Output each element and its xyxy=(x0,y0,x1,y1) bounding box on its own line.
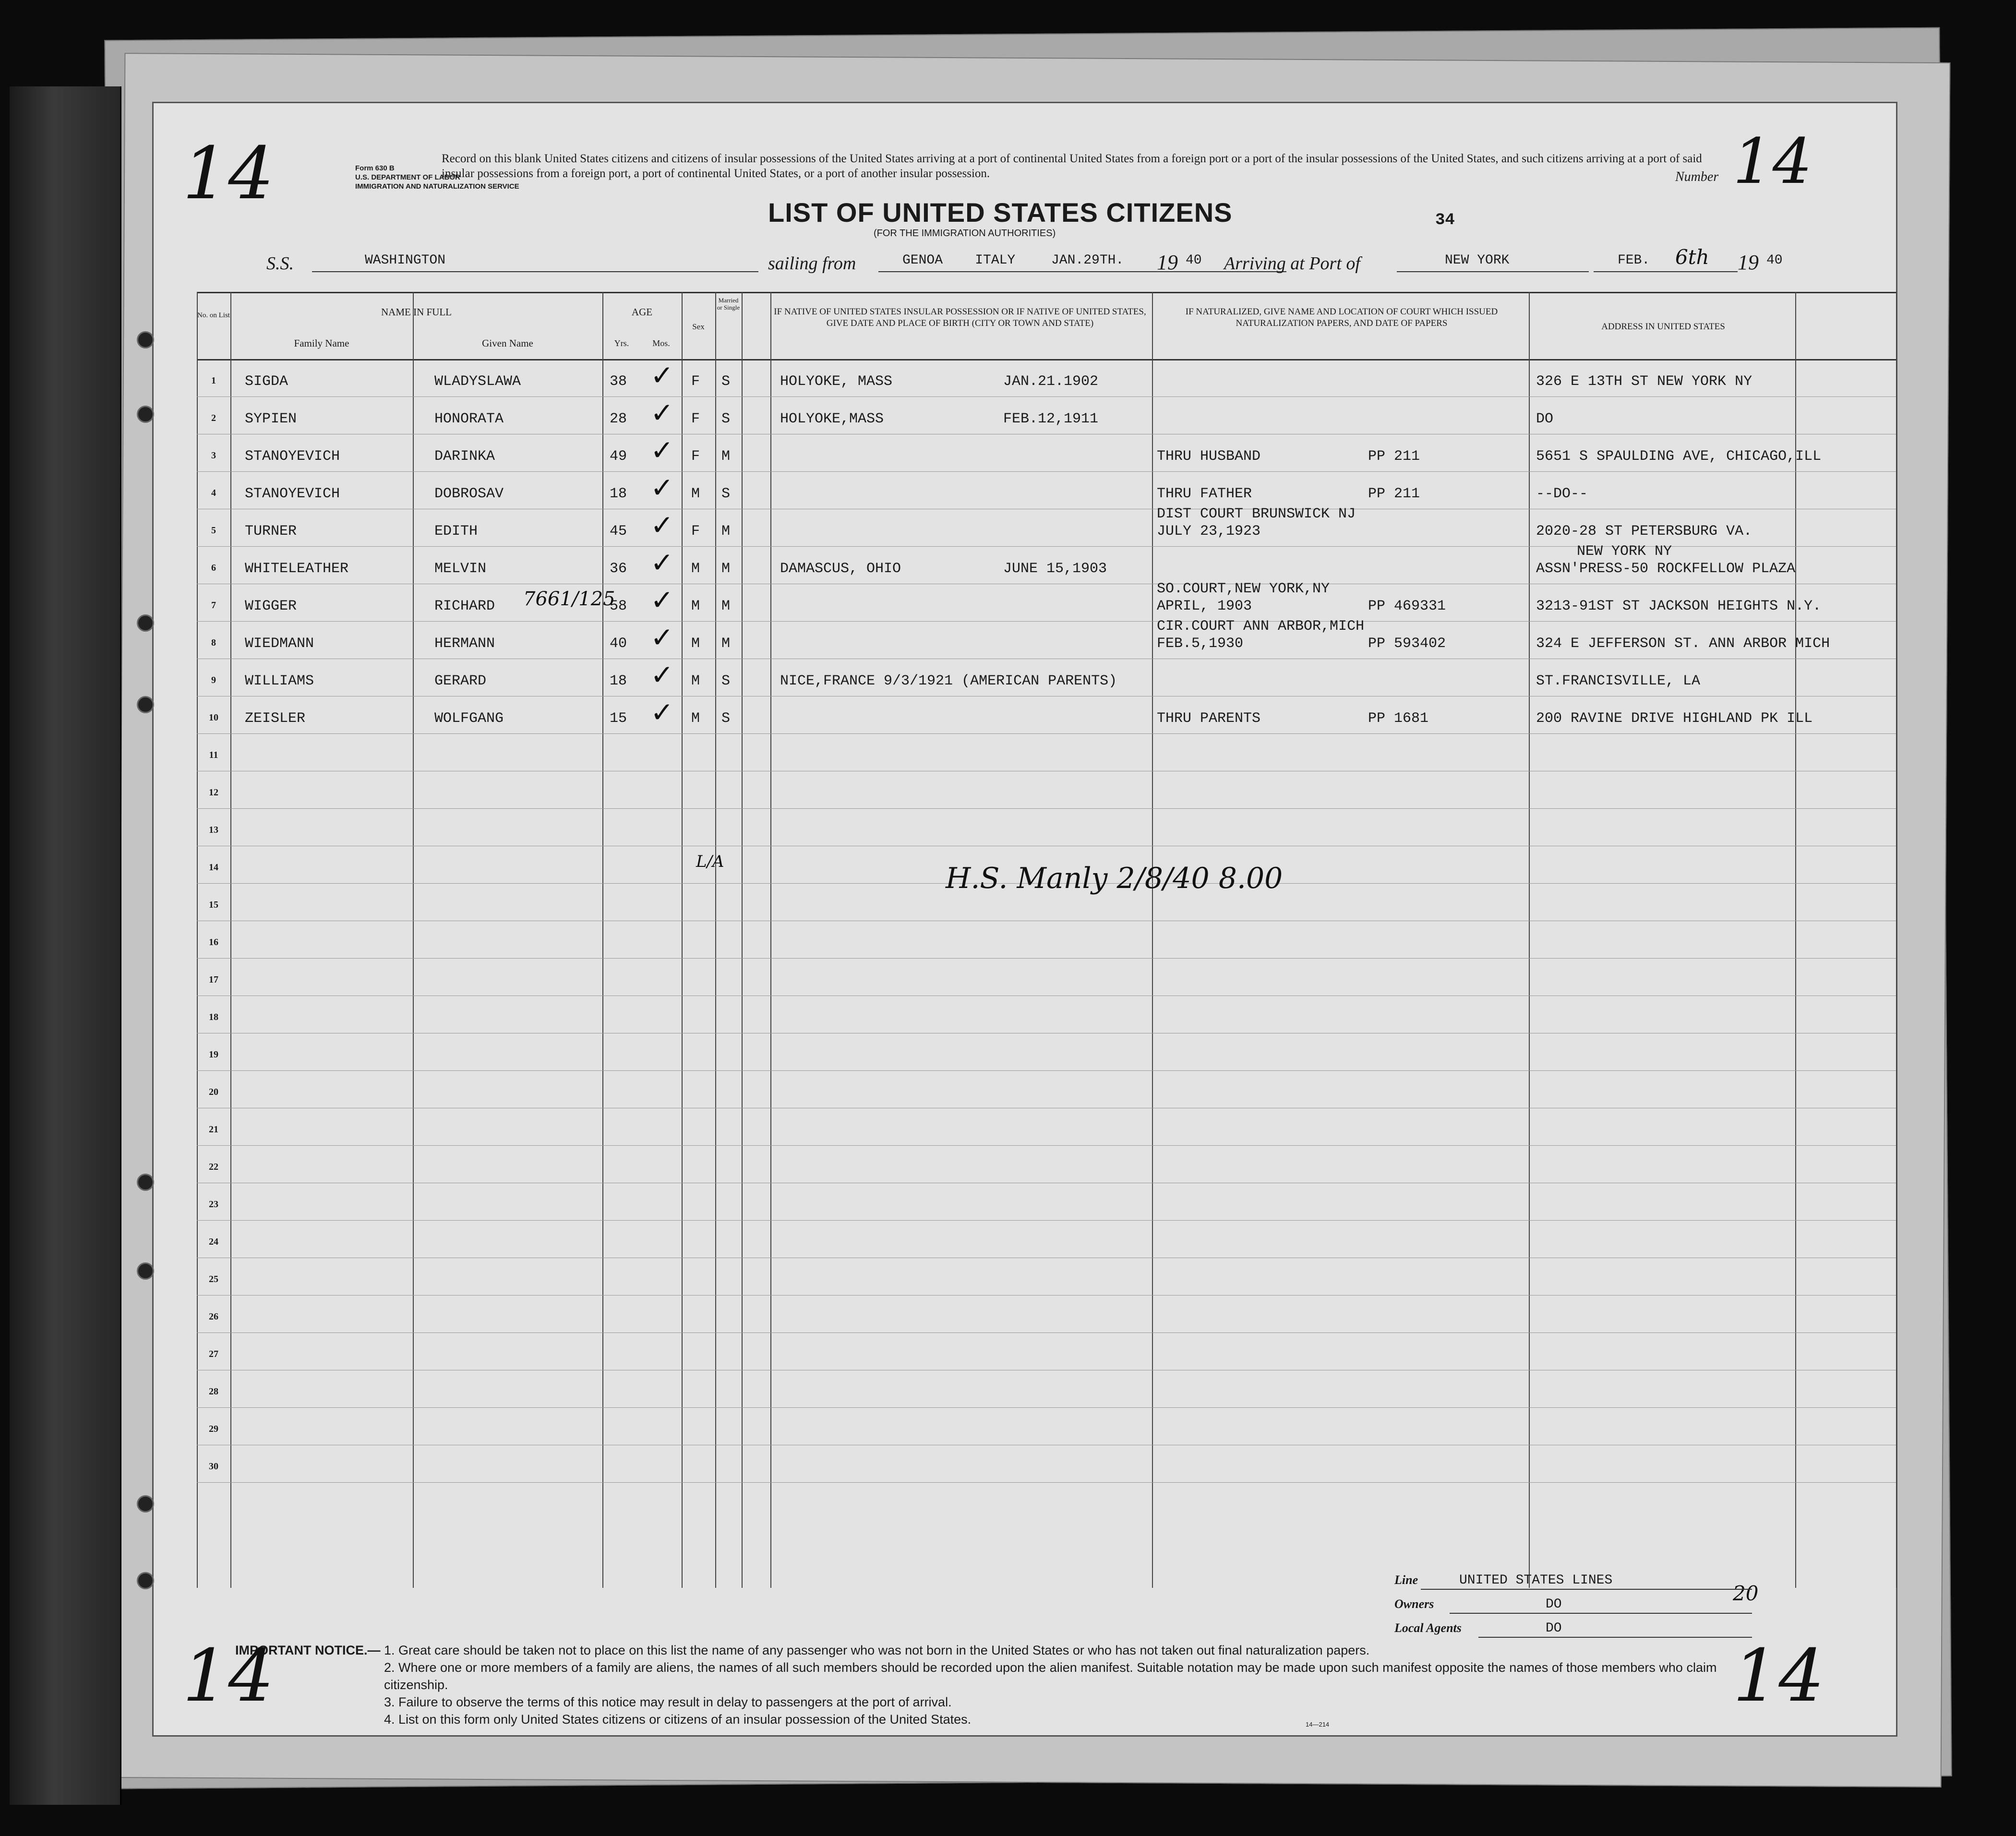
age-years: 18 xyxy=(610,486,627,502)
age-years: 18 xyxy=(610,673,627,689)
row-rule xyxy=(197,396,1896,397)
address: 3213-91ST ST JACKSON HEIGHTS N.Y. xyxy=(1536,598,1822,614)
given-name: WOLFGANG xyxy=(434,710,504,727)
punch-hole xyxy=(137,1174,154,1191)
line-number: 18 xyxy=(209,1012,218,1022)
row10-note: L/A xyxy=(696,852,724,871)
court-name: CIR.COURT ANN ARBOR,MICH xyxy=(1157,618,1365,635)
row-rule xyxy=(197,621,1896,622)
signature: H.S. Manly 2/8/40 8.00 xyxy=(946,862,1283,895)
line-number: 25 xyxy=(209,1274,218,1284)
sailing-label: sailing from xyxy=(768,253,856,274)
arrival-year-prefix: 19 xyxy=(1738,251,1759,274)
court-name: SO.COURT,NEW YORK,NY xyxy=(1157,581,1330,597)
given-name: MELVIN xyxy=(434,561,487,577)
naturalization-detail: THRU PARENTS xyxy=(1157,710,1261,727)
punch-hole xyxy=(137,1262,154,1280)
papers-number: PP 469331 xyxy=(1368,598,1446,614)
address: ASSN'PRESS-50 ROCKFELLOW PLAZA xyxy=(1536,561,1796,577)
row-rule xyxy=(197,733,1896,734)
col-rule xyxy=(197,292,198,1588)
row-rule xyxy=(197,1070,1896,1071)
tick-mark-icon: ✓ xyxy=(650,659,674,691)
given-name: HONORATA xyxy=(434,411,504,427)
address: 326 E 13TH ST NEW YORK NY xyxy=(1536,373,1752,390)
notice-3: 3. Failure to observe the terms of this notice may result in delay to passengers at the port of arrival. xyxy=(384,1695,952,1709)
col-rule xyxy=(230,292,231,1588)
sex: M xyxy=(691,673,700,689)
line-number: 24 xyxy=(209,1236,218,1247)
papers-number: PP 593402 xyxy=(1368,636,1446,652)
col-mos: Mos. xyxy=(652,338,670,348)
family-name: WILLIAMS xyxy=(245,673,314,689)
page-title: LIST OF UNITED STATES CITIZENS xyxy=(768,197,1233,228)
col-sex: Sex xyxy=(692,322,705,331)
stamp-number: 34 xyxy=(1435,211,1455,229)
agents-value: DO xyxy=(1546,1621,1562,1636)
row-rule xyxy=(197,1145,1896,1146)
given-name: GERARD xyxy=(434,673,487,689)
line-number: 15 xyxy=(209,900,218,910)
birth-place: DAMASCUS, OHIO xyxy=(780,561,901,577)
col-rule xyxy=(1529,292,1530,1588)
ship-name: WASHINGTON xyxy=(365,253,446,268)
owners-value: DO xyxy=(1546,1597,1562,1612)
punch-hole xyxy=(137,696,154,713)
line-label: Line xyxy=(1394,1573,1418,1587)
col-rule xyxy=(770,292,771,1588)
birth-date: JUNE 15,1903 xyxy=(1003,561,1107,577)
notice-2: 2. Where one or more members of a family are aliens, the names of all such members should be recorded upon the alien manifest. Suitable notation may be made upon such manifest opposite the names of those members who claim citizenship. xyxy=(384,1660,1717,1692)
age-years: 38 xyxy=(610,373,627,390)
line-number: 26 xyxy=(209,1311,218,1322)
line-number: 4 xyxy=(211,488,216,498)
punch-hole xyxy=(137,406,154,423)
address: DO xyxy=(1536,411,1554,427)
row-rule xyxy=(197,808,1896,809)
row-rule xyxy=(197,1295,1896,1296)
department-name: U.S. DEPARTMENT OF LABOR xyxy=(355,173,460,181)
family-name: STANOYEVICH xyxy=(245,448,340,465)
corner-number-top-left: 14 xyxy=(182,132,274,216)
sex: M xyxy=(691,561,700,577)
binding-strip xyxy=(10,86,121,1805)
col-rule xyxy=(715,292,716,1588)
sex: M xyxy=(691,598,700,614)
given-name: DARINKA xyxy=(434,448,495,465)
line-number: 23 xyxy=(209,1199,218,1210)
year-prefix: 19 xyxy=(1157,251,1178,274)
line-number: 1 xyxy=(211,375,216,386)
punch-hole xyxy=(137,1495,154,1512)
arrival-month: FEB. xyxy=(1618,253,1650,268)
birth-place: HOLYOKE,MASS xyxy=(780,411,884,427)
col-age: AGE xyxy=(631,306,653,318)
family-name: WHITELEATHER xyxy=(245,561,349,577)
owners-underline xyxy=(1450,1613,1752,1614)
arriving-label: Arriving at Port of xyxy=(1224,253,1360,274)
family-name: WIGGER xyxy=(245,598,297,614)
naturalization-detail: THRU FATHER xyxy=(1157,486,1252,502)
col-rule xyxy=(742,292,743,1588)
col-naturalized: IF NATURALIZED, GIVE NAME AND LOCATION OF COURT WHICH ISSUED NATURALIZATION PAPERS, AND DATE OF PAPERS xyxy=(1185,307,1498,328)
line-number: 19 xyxy=(209,1049,218,1060)
col-married-single: Married or Single xyxy=(717,297,740,311)
papers-number: PP 1681 xyxy=(1368,710,1429,727)
given-name: DOBROSAV xyxy=(434,486,504,502)
row-rule xyxy=(197,1332,1896,1333)
age-years: 58 xyxy=(610,598,627,614)
agents-underline xyxy=(1478,1637,1752,1638)
owners-label: Owners xyxy=(1394,1597,1434,1611)
header-rule xyxy=(197,359,1896,360)
married-single: M xyxy=(721,523,731,540)
tick-mark-icon: ✓ xyxy=(650,359,674,392)
notice-1: 1. Great care should be taken not to place on this list the name of any passenger who was not born in the United States or who has not taken out final naturalization papers. xyxy=(384,1643,1370,1657)
col-rule xyxy=(413,292,414,1588)
sex: F xyxy=(691,373,700,390)
agents-label: Local Agents xyxy=(1394,1621,1462,1635)
line-number: 10 xyxy=(209,712,218,723)
family-name: WIEDMANN xyxy=(245,636,314,652)
age-years: 15 xyxy=(610,710,627,727)
punch-hole xyxy=(137,331,154,348)
line-number: 20 xyxy=(209,1087,218,1097)
line-number: 2 xyxy=(211,413,216,423)
row-rule xyxy=(197,1407,1896,1408)
row-rule xyxy=(197,1482,1896,1483)
married-single: S xyxy=(721,710,731,727)
tick-mark-icon: ✓ xyxy=(650,696,674,729)
age-years: 45 xyxy=(610,523,627,540)
table-top-rule xyxy=(197,292,1896,293)
given-name: EDITH xyxy=(434,523,478,540)
age-years: 36 xyxy=(610,561,627,577)
naturalization-detail: APRIL, 1903 xyxy=(1157,598,1252,614)
year-sailed: 40 xyxy=(1186,253,1202,268)
number-label: Number xyxy=(1675,169,1719,184)
corner-number-bottom-right: 14 xyxy=(1733,1634,1824,1718)
col-name-in-full: NAME IN FULL xyxy=(381,306,452,318)
line-number: 8 xyxy=(211,637,216,648)
col-birth: IF NATIVE OF UNITED STATES INSULAR POSSESSION OR IF NATIVE OF UNITED STATES, GIVE DATE AND PLACE OF BIRTH (CITY OR TOWN AND STATE) xyxy=(774,307,1146,328)
given-name: WLADYSLAWA xyxy=(434,373,521,390)
family-name: SIGDA xyxy=(245,373,288,390)
manifest-table xyxy=(197,292,1896,1588)
birth-date: JAN.21.1902 xyxy=(1003,373,1099,390)
line-number: 30 xyxy=(209,1461,218,1472)
arrival-day: 6th xyxy=(1675,245,1709,269)
line-underline xyxy=(1421,1589,1752,1590)
age-years: 49 xyxy=(610,448,627,465)
sex: M xyxy=(691,486,700,502)
line-number: 28 xyxy=(209,1386,218,1397)
ship-underline xyxy=(312,271,758,272)
family-name: ZEISLER xyxy=(245,710,306,727)
notice-title: IMPORTANT NOTICE.— xyxy=(235,1643,381,1657)
service-name: IMMIGRATION AND NATURALIZATION SERVICE xyxy=(355,182,519,191)
married-single: S xyxy=(721,373,731,390)
page-count: 20 xyxy=(1733,1582,1759,1605)
line-number: 11 xyxy=(209,750,218,760)
tick-mark-icon: ✓ xyxy=(650,584,674,616)
line-number: 27 xyxy=(209,1349,218,1359)
col-address: ADDRESS IN UNITED STATES xyxy=(1601,322,1725,332)
row-rule xyxy=(197,471,1896,472)
corner-number-bottom-left: 14 xyxy=(182,1634,274,1718)
tick-mark-icon: ✓ xyxy=(650,471,674,504)
arrival-port: NEW YORK xyxy=(1445,253,1510,268)
sex: M xyxy=(691,636,700,652)
line-number: 14 xyxy=(209,862,218,873)
col-rule xyxy=(1896,292,1897,1588)
married-single: M xyxy=(721,598,731,614)
number-value: 14 xyxy=(1733,125,1812,198)
married-single: M xyxy=(721,448,731,465)
punch-hole xyxy=(137,1572,154,1589)
line-number: 17 xyxy=(209,974,218,985)
address: ST.FRANCISVILLE, LA xyxy=(1536,673,1701,689)
married-single: S xyxy=(721,673,731,689)
ss-label: S.S. xyxy=(266,253,294,274)
line-number: 9 xyxy=(211,675,216,685)
col-rule xyxy=(682,292,683,1588)
date-sailed: JAN.29TH. xyxy=(1051,253,1124,268)
family-name: STANOYEVICH xyxy=(245,486,340,502)
line-number: 21 xyxy=(209,1124,218,1135)
tick-mark-icon: ✓ xyxy=(650,509,674,541)
family-name: SYPIEN xyxy=(245,411,297,427)
row-rule xyxy=(197,958,1896,959)
age-years: 28 xyxy=(610,411,627,427)
naturalization-detail: JULY 23,1923 xyxy=(1157,523,1261,540)
given-name: RICHARD xyxy=(434,598,495,614)
print-code: 14—214 xyxy=(1306,1721,1330,1728)
address: 324 E JEFFERSON ST. ANN ARBOR MICH xyxy=(1536,636,1830,652)
page-subtitle: (FOR THE IMMIGRATION AUTHORITIES) xyxy=(874,228,1056,239)
birth-place: HOLYOKE, MASS xyxy=(780,373,893,390)
line-number: 7 xyxy=(211,600,216,611)
tick-mark-icon: ✓ xyxy=(650,546,674,579)
col-rule xyxy=(1795,292,1796,1588)
naturalization-detail: FEB.5,1930 xyxy=(1157,636,1244,652)
col-yrs: Yrs. xyxy=(614,338,629,348)
row-rule xyxy=(197,1220,1896,1221)
court-name: DIST COURT BRUNSWICK NJ xyxy=(1157,506,1356,522)
age-years: 40 xyxy=(610,636,627,652)
port-underline xyxy=(1397,271,1589,272)
notice-4: 4. List on this form only United States citizens or citizens of an insular possession of the United States. xyxy=(384,1712,972,1727)
arrival-date-underline xyxy=(1594,271,1738,272)
naturalization-detail: THRU HUSBAND xyxy=(1157,448,1261,465)
punch-hole xyxy=(137,614,154,632)
col-given-name: Given Name xyxy=(482,337,533,349)
intro-text: Record on this blank United States citizens and citizens of insular possessions of the United States arriving at a port of continental United States from a foreign port or a port of the insular possessions of the United States, and such citizens arriving at a port of said insular possessions from a foreign port, a port of continental United States, or a port of another insular possession. xyxy=(442,152,1702,180)
address: 2020-28 ST PETERSBURG VA. xyxy=(1536,523,1752,540)
tick-mark-icon: ✓ xyxy=(650,621,674,654)
col-rule xyxy=(602,292,603,1588)
address: 200 RAVINE DRIVE HIGHLAND PK ILL xyxy=(1536,710,1813,727)
address-line-above: NEW YORK NY xyxy=(1577,543,1672,560)
married-single: M xyxy=(721,636,731,652)
address: 5651 S SPAULDING AVE, CHICAGO,ILL xyxy=(1536,448,1822,465)
line-number: 12 xyxy=(209,787,218,798)
tick-mark-icon: ✓ xyxy=(650,396,674,429)
line-number: 29 xyxy=(209,1424,218,1434)
col-no: No. on List xyxy=(197,312,230,319)
given-name: HERMANN xyxy=(434,636,495,652)
row4-note: 7661/125 xyxy=(523,588,615,610)
line-number: 16 xyxy=(209,937,218,948)
sex: F xyxy=(691,448,700,465)
birth-date: FEB.12,1911 xyxy=(1003,411,1099,427)
birth-place: NICE,FRANCE 9/3/1921 (AMERICAN PARENTS) xyxy=(780,673,1117,689)
address: --DO-- xyxy=(1536,486,1588,502)
papers-number: PP 211 xyxy=(1368,448,1420,465)
tick-mark-icon: ✓ xyxy=(650,434,674,467)
line-number: 5 xyxy=(211,525,216,536)
married-single: M xyxy=(721,561,731,577)
married-single: S xyxy=(721,411,731,427)
married-single: S xyxy=(721,486,731,502)
manifest-page xyxy=(154,103,1896,1735)
from-port: GENOA ITALY xyxy=(902,253,1016,268)
col-rule xyxy=(1152,292,1153,1588)
line-number: 13 xyxy=(209,825,218,835)
sex: M xyxy=(691,710,700,727)
line-value: UNITED STATES LINES xyxy=(1459,1573,1613,1588)
line-number: 6 xyxy=(211,563,216,573)
line-number: 3 xyxy=(211,450,216,461)
form-number: Form 630 B xyxy=(355,164,395,172)
sex: F xyxy=(691,523,700,540)
col-family-name: Family Name xyxy=(294,337,349,349)
arrival-year: 40 xyxy=(1766,253,1783,268)
sex: F xyxy=(691,411,700,427)
family-name: TURNER xyxy=(245,523,297,540)
papers-number: PP 211 xyxy=(1368,486,1420,502)
line-number: 22 xyxy=(209,1162,218,1172)
